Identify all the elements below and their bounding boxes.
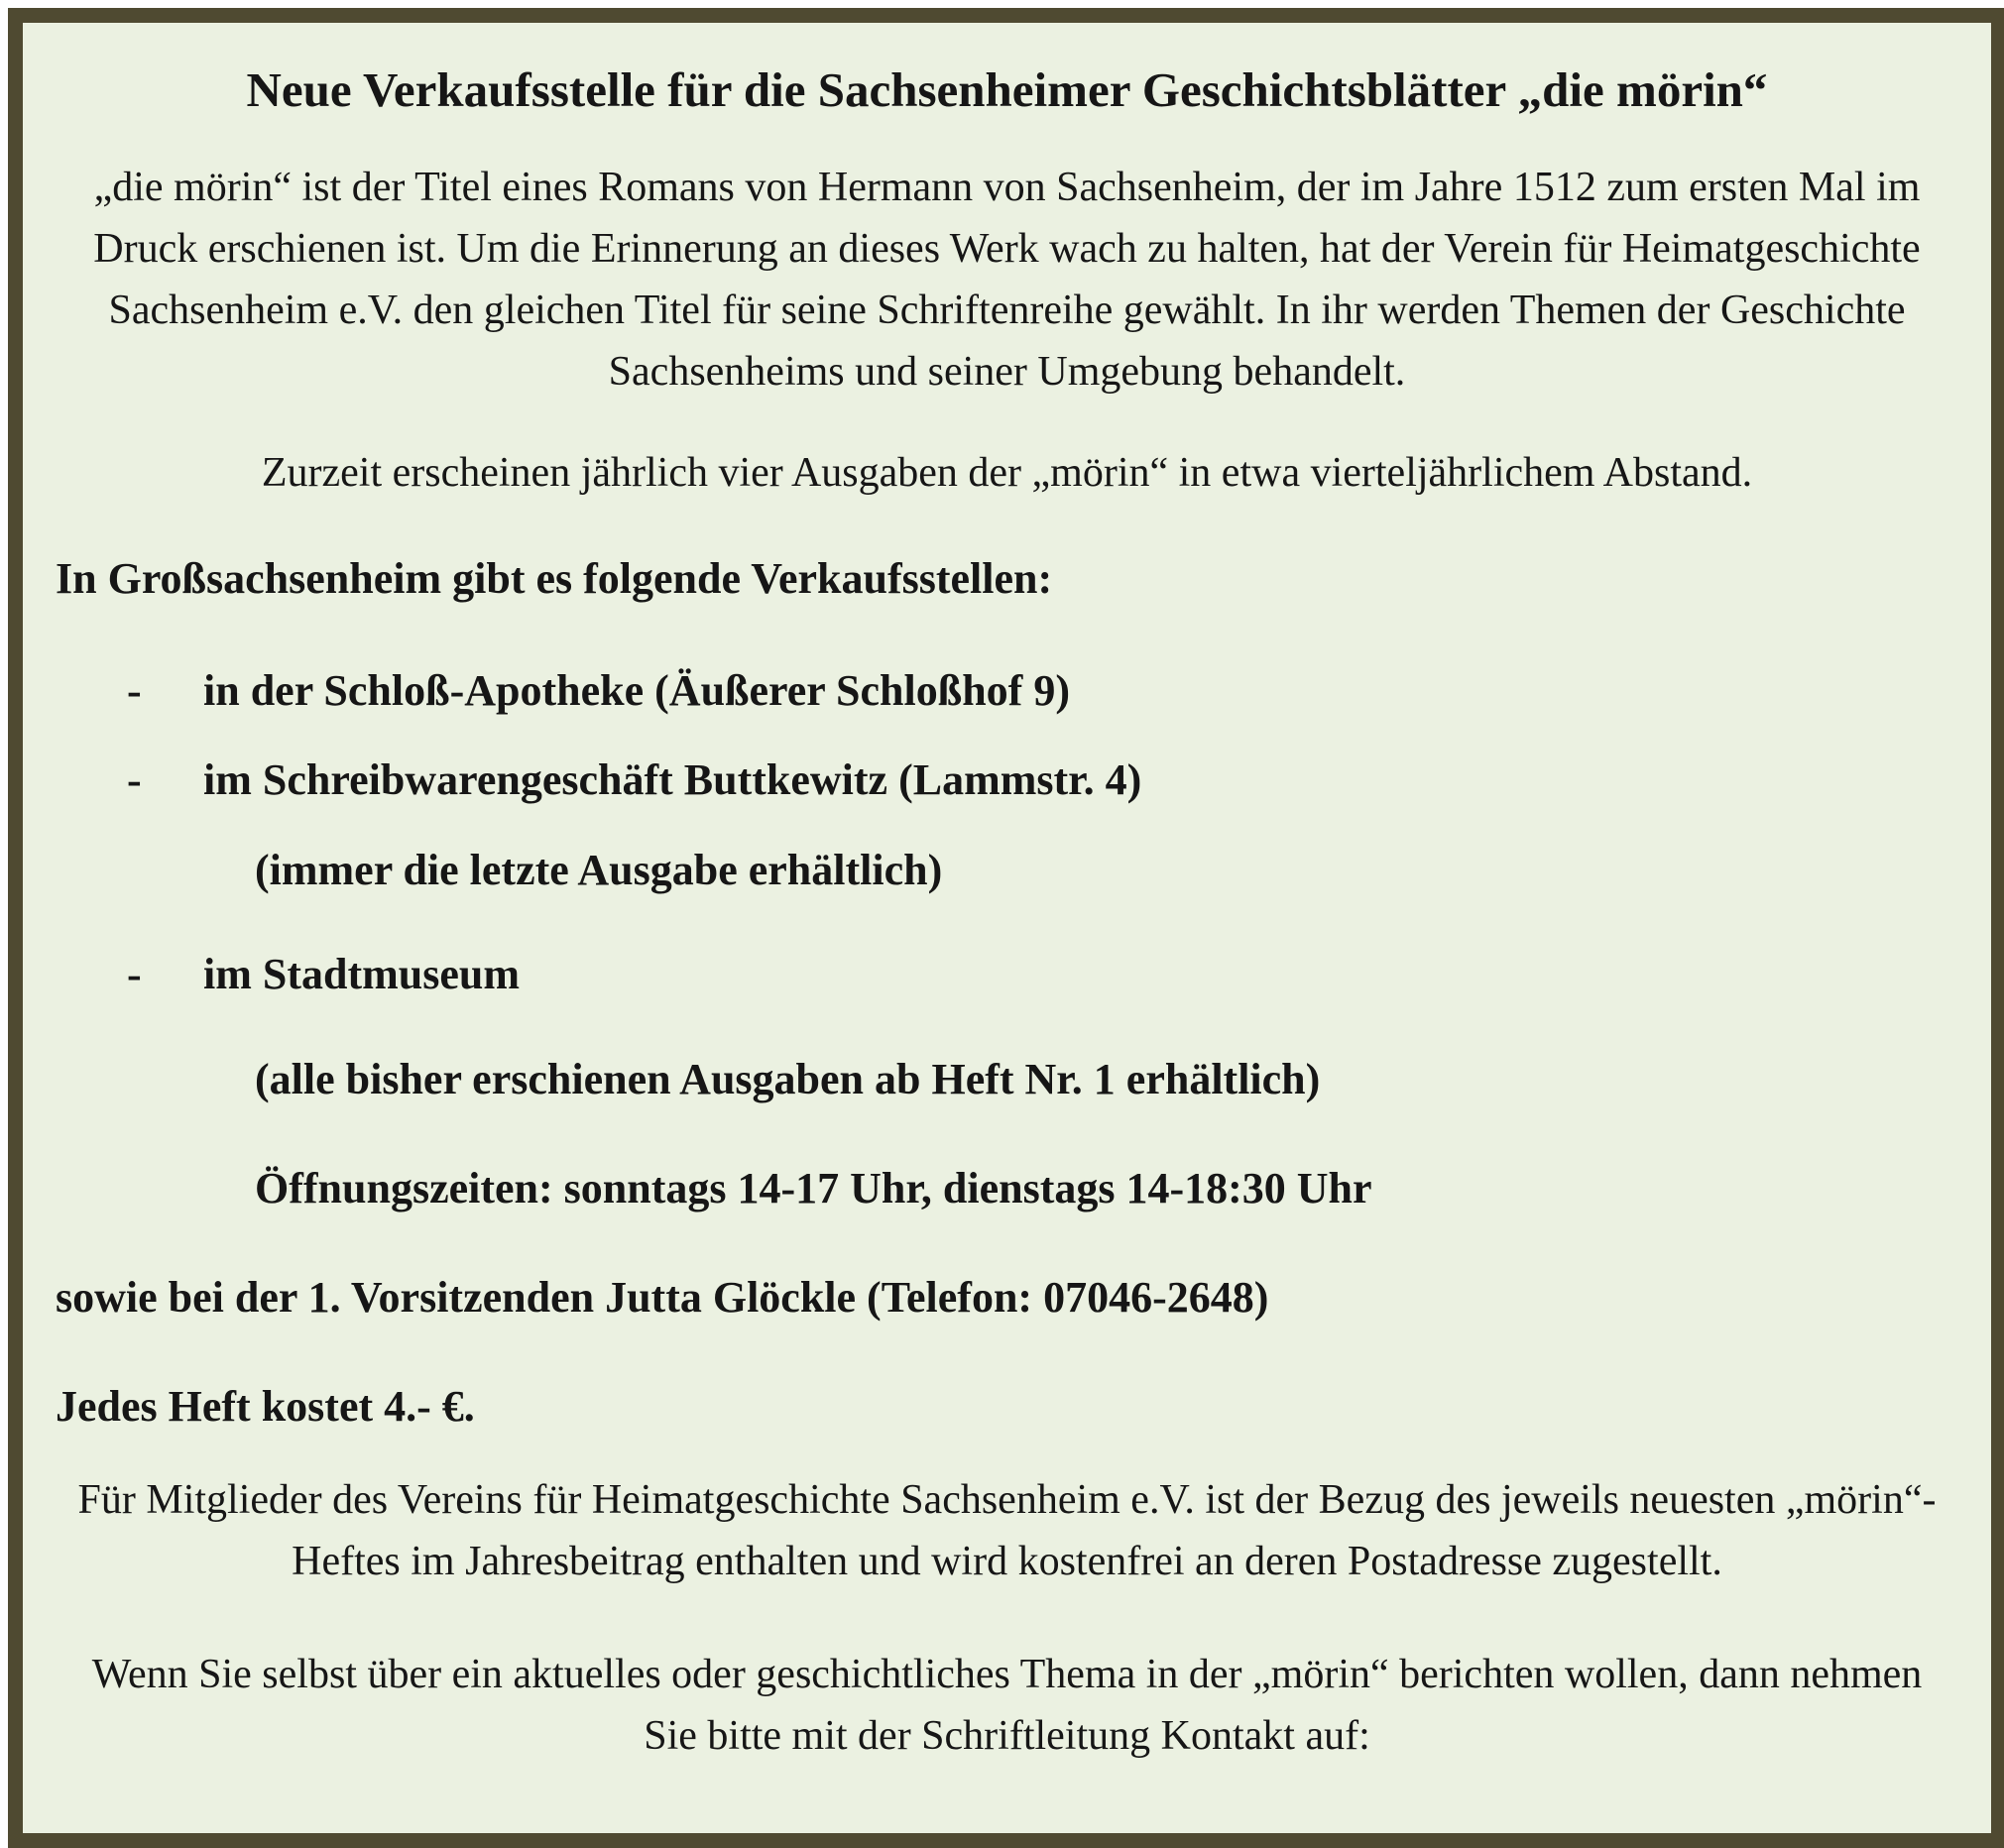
- notice-title: Neue Verkaufsstelle für die Sachsenheimer Geschichtsblätter „die mörin“: [246, 62, 1768, 117]
- bullet-marker: -: [127, 755, 142, 804]
- contact-paragraph: Wenn Sie selbst über ein aktuelles oder geschichtliches Thema in der „mörin“ berichten wollen, dann nehmen Sie bitte mit der Schriftleitung Kontakt auf:: [91, 1652, 1923, 1759]
- museum-opening-hours: Öffnungszeiten: sonntags 14-17 Uhr, dienstags 14-18:30 Uhr: [255, 1164, 1372, 1213]
- sales-point-pharmacy: in der Schloß-Apotheke (Äußerer Schloßhof 9): [203, 666, 1070, 715]
- price-line: Jedes Heft kostet 4.- €.: [56, 1382, 475, 1431]
- members-paragraph: Für Mitglieder des Vereins für Heimatgeschichte Sachsenheim e.V. ist der Bezug des jeweils neuesten „mörin“-Heftes im Jahresbeitrag enthalten und wird kostenfrei an deren Postadresse zugestellt.: [77, 1477, 1937, 1584]
- intro-paragraph: „die mörin“ ist der Titel eines Romans von Hermann von Sachsenheim, der im Jahre 1512 zum ersten Mal im Druck erschienen ist. Um die Erinnerung an dieses Werk wach zu halten, hat der Verein für Heimatgeschichte Sachsenheim e.V. den gleichen Titel für seine Schriftenreihe gewählt. In ihr werden Themen der Geschichte Sachsenheims und seiner Umgebung behandelt.: [93, 165, 1921, 395]
- sales-point-stationery-shop: im Schreibwarengeschäft Buttkewitz (Lammstr. 4): [203, 755, 1142, 804]
- frequency-paragraph: Zurzeit erscheinen jährlich vier Ausgaben der „mörin“ in etwa vierteljährlichem Abstand.: [261, 450, 1753, 496]
- sales-point-museum: im Stadtmuseum: [203, 950, 521, 998]
- sales-point-note: (immer die letzte Ausgabe erhältlich): [255, 846, 943, 894]
- notice-content: [23, 23, 1991, 1833]
- chairperson-line: sowie bei der 1. Vorsitzenden Jutta Glöckle (Telefon: 07046-2648): [56, 1273, 1269, 1322]
- bullet-marker: -: [127, 666, 142, 715]
- bullet-marker: -: [127, 950, 142, 998]
- sales-point-note: (alle bisher erschienen Ausgaben ab Heft Nr. 1 erhältlich): [255, 1055, 1321, 1103]
- sales-heading: In Großsachsenheim gibt es folgende Verkaufsstellen:: [56, 554, 1053, 603]
- notice-frame: [8, 8, 2004, 1848]
